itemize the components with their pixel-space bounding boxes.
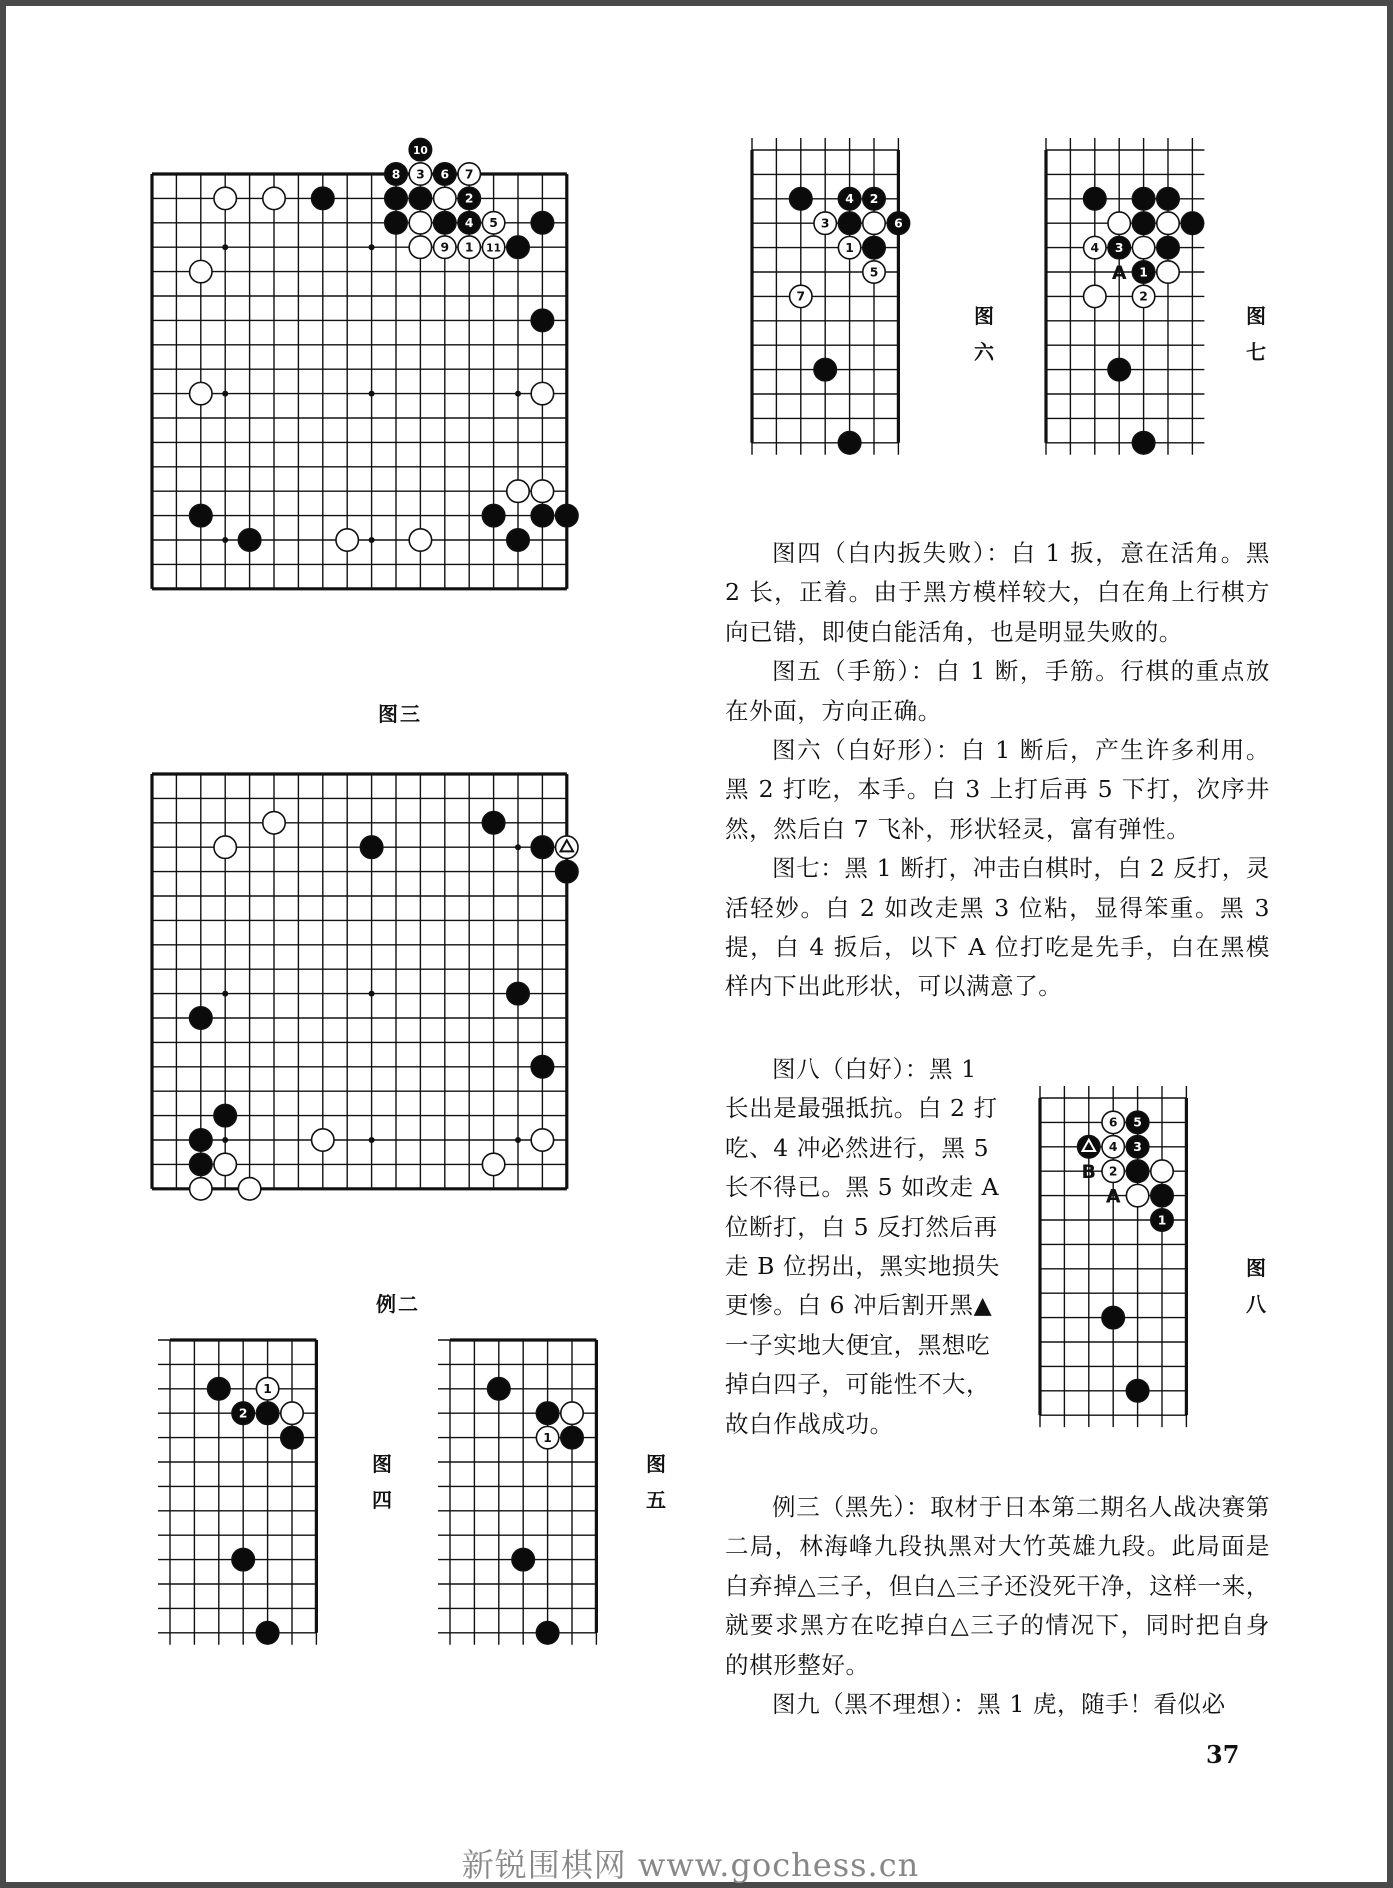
svg-text:9: 9 xyxy=(440,240,450,255)
paragraph: 例三（黑先）：取材于日本第二期名人战决赛第二局，林海峰九段执黑对大竹英雄九段。此局面是白弃掉△三子，但白△三子还没死干净，这样一来，就要求黑方在吃掉白△三子的情况下，同时把自身的棋形整好。 xyxy=(725,1493,1270,1679)
white-stone xyxy=(1102,1160,1124,1182)
black-stone xyxy=(360,836,382,858)
paragraph: 图六（白好形）：白 1 断后，产生许多利用。黑 2 打吃，本手。白 3 上打后再 5 下打，次序井然，然后白 7 飞补，形状轻灵，富有弹性。 xyxy=(725,736,1270,843)
svg-text:2: 2 xyxy=(1108,1164,1118,1179)
svg-text:1: 1 xyxy=(543,1430,552,1445)
black-stone xyxy=(1108,358,1130,380)
white-stone xyxy=(214,1153,236,1175)
fig4-caption: 图 四 xyxy=(372,1452,392,1512)
svg-text:1: 1 xyxy=(1139,265,1148,280)
black-stone xyxy=(281,1426,303,1448)
svg-text:4: 4 xyxy=(1108,1140,1118,1155)
white-stone xyxy=(482,1153,504,1175)
board-grid xyxy=(438,1340,596,1645)
svg-text:1: 1 xyxy=(845,240,854,255)
white-stone xyxy=(458,163,480,185)
diagram-fig3 xyxy=(136,143,583,605)
white-stone xyxy=(790,285,812,307)
black-stone xyxy=(561,1426,583,1448)
black-stone xyxy=(385,163,407,185)
commentary-bottom xyxy=(725,1488,1270,1724)
white-stone xyxy=(336,529,358,551)
black-stone xyxy=(887,212,909,234)
black-stone xyxy=(458,212,480,234)
diagram-fig6 xyxy=(736,134,914,459)
black-stone xyxy=(1181,212,1203,234)
black-stone xyxy=(512,1548,534,1570)
svg-text:3: 3 xyxy=(416,167,425,182)
black-stone xyxy=(531,836,553,858)
black-stone xyxy=(1157,188,1179,210)
white-stone xyxy=(409,212,431,234)
black-stone xyxy=(1151,1209,1173,1231)
white-stone xyxy=(1132,285,1154,307)
white-stone xyxy=(561,1402,583,1424)
svg-text:10: 10 xyxy=(412,143,428,157)
page-number: 37 xyxy=(1206,1740,1240,1769)
black-stone xyxy=(488,1378,510,1400)
white-stone xyxy=(263,812,285,834)
svg-text:A: A xyxy=(1105,1185,1121,1208)
svg-text:3: 3 xyxy=(1114,240,1124,255)
svg-text:4: 4 xyxy=(1090,240,1100,255)
black-stone xyxy=(409,187,431,209)
black-stone xyxy=(458,187,480,209)
black-stone xyxy=(482,812,504,834)
board-svg xyxy=(434,1324,612,1649)
example2-caption: 例二 xyxy=(376,1292,420,1316)
diagram-fig4 xyxy=(154,1324,332,1649)
svg-text:2: 2 xyxy=(464,191,474,206)
board-svg xyxy=(136,143,583,605)
white-stone xyxy=(409,529,431,551)
svg-text:2: 2 xyxy=(238,1406,248,1421)
white-stone xyxy=(434,187,456,209)
black-stone xyxy=(238,529,260,551)
white-stone xyxy=(531,382,553,404)
black-stone xyxy=(531,1056,553,1078)
white-stone xyxy=(238,1178,260,1200)
white-stone xyxy=(214,187,236,209)
black-stone xyxy=(1084,188,1106,210)
white-stone xyxy=(838,236,860,258)
board-svg xyxy=(1030,134,1208,459)
svg-text:6: 6 xyxy=(1108,1115,1118,1130)
black-stone xyxy=(507,982,529,1004)
book-page xyxy=(6,6,1387,1882)
watermark-footer: 新锐围棋网 www.gochess.cn xyxy=(461,1846,920,1884)
white-stone xyxy=(1151,1160,1173,1182)
black-stone xyxy=(1132,188,1154,210)
white-stone xyxy=(1126,1184,1148,1206)
white-stone xyxy=(263,187,285,209)
white-stone xyxy=(1084,285,1106,307)
white-stone xyxy=(531,1129,553,1151)
white-stone xyxy=(507,480,529,502)
black-stone xyxy=(190,504,212,526)
white-stone xyxy=(863,212,885,234)
black-stone xyxy=(790,188,812,210)
paragraph: 图九（黑不理想）：黑 1 虎，随手！看似必 xyxy=(772,1690,1226,1719)
diagram-fig7 xyxy=(1030,134,1208,459)
svg-text:2: 2 xyxy=(1139,289,1148,304)
paragraph: 图四（白内扳失败）：白 1 扳，意在活角。黑 2 长，正着。由于黑方模样较大，白在角上行棋方向已错，即使白能活角，也是明显失败的。 xyxy=(725,539,1270,646)
white-stone xyxy=(1102,1136,1124,1158)
black-stone xyxy=(863,188,885,210)
board-grid xyxy=(152,774,567,1189)
white-stone xyxy=(1108,212,1130,234)
white-stone xyxy=(1157,261,1179,283)
black-stone xyxy=(482,504,504,526)
black-stone xyxy=(232,1548,254,1570)
black-stone xyxy=(556,504,578,526)
white-stone xyxy=(214,836,236,858)
white-stone xyxy=(281,1402,303,1424)
svg-text:B: B xyxy=(1081,1161,1097,1184)
black-stone xyxy=(536,1402,558,1424)
board-grid xyxy=(158,1340,316,1645)
black-stone xyxy=(434,212,456,234)
white-stone xyxy=(1084,236,1106,258)
white-stone xyxy=(409,236,431,258)
black-stone xyxy=(531,212,553,234)
svg-text:6: 6 xyxy=(440,167,450,182)
white-stone xyxy=(190,1178,212,1200)
black-stone xyxy=(1157,236,1179,258)
fig3-caption: 图三 xyxy=(378,702,422,726)
white-stone xyxy=(312,1129,334,1151)
board-svg xyxy=(154,1324,332,1649)
black-stone xyxy=(507,529,529,551)
svg-text:5: 5 xyxy=(1133,1115,1142,1130)
white-stone xyxy=(482,212,504,234)
fig7-caption: 图 七 xyxy=(1246,304,1266,364)
svg-text:1: 1 xyxy=(1157,1213,1167,1228)
svg-text:4: 4 xyxy=(845,192,854,207)
black-stone xyxy=(556,860,578,882)
board-grid xyxy=(152,174,567,589)
white-stone xyxy=(1157,212,1179,234)
black-stone xyxy=(190,1129,212,1151)
black-stone xyxy=(1108,236,1130,258)
black-stone xyxy=(312,187,334,209)
black-stone xyxy=(232,1402,254,1424)
black-stone xyxy=(1126,1111,1148,1133)
fig6-caption: 图 六 xyxy=(974,304,994,364)
black-stone xyxy=(863,236,885,258)
black-stone xyxy=(531,309,553,331)
svg-text:5: 5 xyxy=(869,265,879,280)
svg-text:3: 3 xyxy=(820,216,830,231)
black-stone xyxy=(838,212,860,234)
black-stone xyxy=(531,504,553,526)
black-stone xyxy=(1126,1136,1148,1158)
white-stone xyxy=(190,260,212,282)
black-stone xyxy=(385,212,407,234)
white-stone xyxy=(1102,1111,1124,1133)
white-stone xyxy=(556,836,578,858)
black-stone xyxy=(1078,1136,1100,1158)
diagram-fig5 xyxy=(434,1324,612,1649)
white-stone xyxy=(256,1378,278,1400)
svg-text:4: 4 xyxy=(464,216,474,231)
black-stone xyxy=(256,1622,278,1644)
paragraph: 图七：黑 1 断打，冲击白棋时，白 2 反打，灵活轻妙。白 2 如改走黑 3 位粘，显得笨重。黑 3 提，白 4 扳后，以下 A 位打吃是先手，白在黑模样内下出此形状，可以满意了。 xyxy=(725,854,1270,1001)
diagram-example2 xyxy=(136,758,583,1205)
black-stone xyxy=(190,1153,212,1175)
commentary-fig8 xyxy=(725,1050,1003,1444)
white-stone xyxy=(814,212,836,234)
white-stone xyxy=(863,261,885,283)
white-stone xyxy=(409,163,431,185)
svg-text:7: 7 xyxy=(464,167,474,182)
board-svg xyxy=(736,134,914,459)
svg-text:5: 5 xyxy=(489,216,498,231)
fig5-caption: 图 五 xyxy=(646,1452,666,1512)
black-stone xyxy=(1126,1380,1148,1402)
board-grid xyxy=(752,138,898,455)
black-stone xyxy=(1102,1306,1124,1328)
svg-text:A: A xyxy=(1111,261,1127,284)
black-stone xyxy=(1151,1184,1173,1206)
svg-text:8: 8 xyxy=(391,167,401,182)
black-stone xyxy=(1132,212,1154,234)
black-stone xyxy=(536,1622,558,1644)
svg-text:1: 1 xyxy=(263,1382,272,1397)
black-stone xyxy=(1126,1160,1148,1182)
white-stone xyxy=(536,1426,558,1448)
white-stone xyxy=(482,236,504,258)
white-stone xyxy=(531,480,553,502)
white-stone xyxy=(434,236,456,258)
black-stone xyxy=(814,358,836,380)
white-stone xyxy=(1132,236,1154,258)
svg-text:7: 7 xyxy=(796,289,806,304)
white-stone xyxy=(458,236,480,258)
svg-text:6: 6 xyxy=(894,216,903,231)
black-stone xyxy=(434,163,456,185)
white-stone xyxy=(190,382,212,404)
commentary-top xyxy=(725,534,1270,1007)
black-stone xyxy=(507,236,529,258)
black-stone xyxy=(385,187,407,209)
svg-text:2: 2 xyxy=(869,192,879,207)
fig8-caption: 图 八 xyxy=(1246,1256,1266,1316)
black-stone xyxy=(256,1402,278,1424)
board-svg xyxy=(1024,1082,1202,1431)
board-svg xyxy=(136,758,583,1205)
paragraph: 图八（白好）：黑 1 长出是最强抵抗。白 2 打吃、4 冲必然进行，黑 5 长不得已。黑 5 如改走 A 位断打，白 5 反打然后再走 B 位拐出，黑实地损失更惨。白 6 冲后割开黑▲一子实地大便宜，黑想吃掉白四子，可能性不大，故白作战成功。 xyxy=(725,1055,1001,1438)
svg-text:3: 3 xyxy=(1133,1140,1142,1155)
black-stone xyxy=(214,1104,236,1126)
black-stone xyxy=(409,138,431,160)
black-stone xyxy=(838,432,860,454)
diagram-fig8 xyxy=(1024,1082,1202,1431)
board-grid xyxy=(1046,138,1204,455)
paragraph: 图五（手筋）：白 1 断，手筋。行棋的重点放在外面，方向正确。 xyxy=(725,657,1270,725)
black-stone xyxy=(1132,261,1154,283)
black-stone xyxy=(190,1007,212,1029)
svg-text:1: 1 xyxy=(464,240,474,255)
black-stone xyxy=(838,188,860,210)
svg-text:11: 11 xyxy=(486,241,502,255)
black-stone xyxy=(208,1378,230,1400)
black-stone xyxy=(1132,432,1154,454)
